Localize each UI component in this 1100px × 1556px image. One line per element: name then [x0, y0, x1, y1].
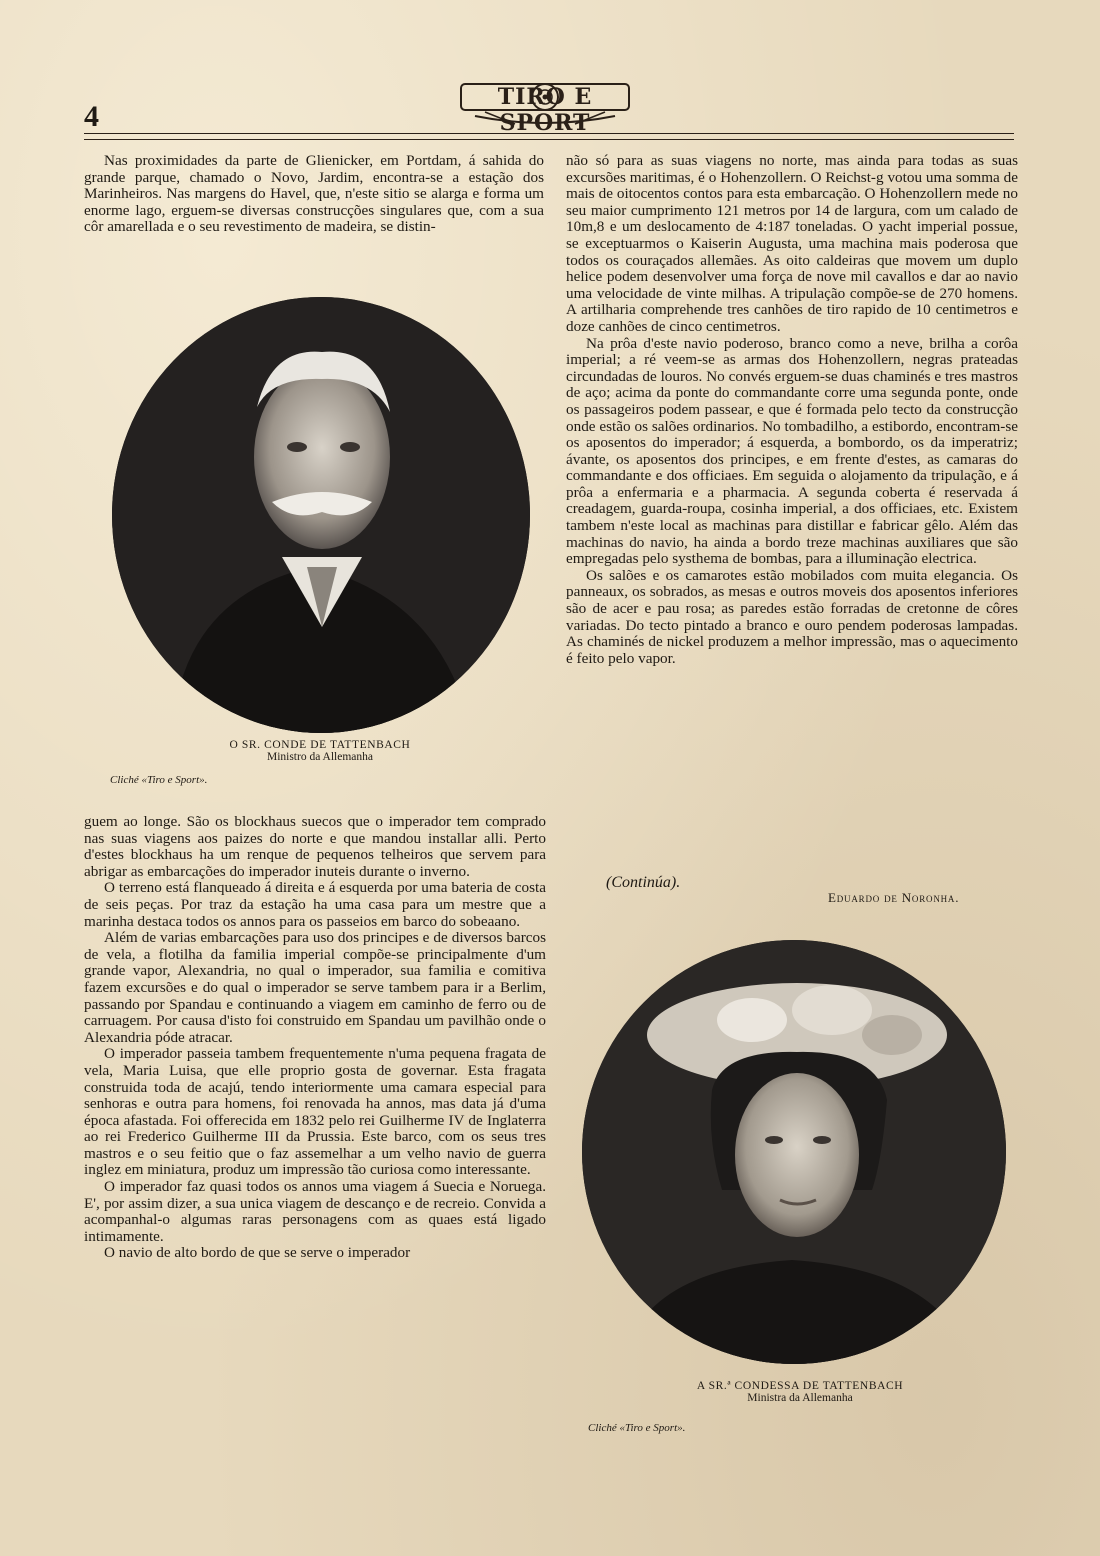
portrait-man-icon	[112, 297, 530, 733]
masthead-title: TIRO E SPORT	[497, 84, 593, 136]
paragraph: Nas proximidades da parte de Glienicker, em Portdam, á sahida do grande parque, chamado o Novo, Jardim, encontra-se a estação dos Marinheiros. Nas margens do Havel, que, n'este sitio se alarga e forma um enorme lago, erguem-se diversas construcções singulares que, com a sua côr amarellada e o seu revestimento de madeira, se distin-	[84, 152, 544, 236]
photo-credit: Cliché «Tiro e Sport».	[110, 774, 208, 786]
author-signature: Eduardo de Noronha.	[828, 890, 960, 905]
caption-name: O SR. CONDE DE TATTENBACH	[229, 739, 411, 751]
caption-role: Ministra da Allemanha	[747, 1392, 853, 1404]
caption-name: A SR.ª CONDESSA DE TATTENBACH	[696, 1380, 904, 1392]
portrait-condessa	[582, 940, 1006, 1364]
portrait-conde	[112, 297, 530, 733]
paragraph: O imperador faz quasi todos os annos uma viagem á Suecia e Noruega. E', por assim dizer, a sua unica viagem de descanço e de recreio. Convida a acompanhal-o algumas raras personagens com as quaes está ligado intimamente.	[84, 1178, 546, 1245]
left-column-top	[84, 153, 544, 236]
paragraph: Além de varias embarcações para uso dos principes e de diversos barcos de vela, a flotilha da familia imperial compõe-se principalmente d'um grande vapor, Alexandria, no qual o imperador, sua familia e comitiva fazem excursões e do qual o imperador se serve tambem para ir a Berlim, passando por Spandau e continuando a viagem em caminho de ferro ou de carruagem. Por causa d'isto foi construido em Spandau um pavilhão onde o Alexandria póde atracar.	[84, 929, 546, 1046]
paragraph: O terreno está flanqueado á direita e á esquerda por uma bateria de costa de seis peças. Por traz da estação ha uma casa para um mestre que a marinha destaca todos os annos para os passeios em barco do sobeaano.	[84, 879, 546, 930]
paragraph: guem ao longe. São os blockhaus suecos que o imperador tem comprado nas suas viagens aos paizes do norte e que mandou installar alli. Perto d'estes blockhaus ha um renque de pequenos telheiros que servem para abrigar as embarcações do imperador inuteis durante o inverno.	[84, 813, 546, 880]
page-number: 4	[84, 100, 99, 133]
paragraph: não só para as suas viagens no norte, mas ainda para todas as suas excursões maritimas, é o Hohenzollern. O Reichst-g votou uma somma de mais de oitocentos contos para esta embarcação. O Hohenzollern mede no seu maior cumprimento 121 metros por 14 de largura, com um calado de 10m,8 e um deslocamento de 4:187 toneladas. O yacht imperial possue, se exceptuarmos o Kaiserin Augusta, uma machina mais poderosa que todos os couraçados allemães. As oito caldeiras que movem um duplo helice podem desenvolver uma força de nove mil cavallos e dar ao navio uma velocidade de vinte milhas. A tripulação compõe-se de 270 homens. A artilharia comprehende tres canhões de tiro rapido de 10 centimetros e doze canhões de cinco centimetros.	[566, 152, 1018, 335]
paragraph: Os salões e os camarotes estão mobilados com muita elegancia. Os panneaux, os sobrados, as mesas e outros moveis dos aposentos inferiores são de acer e pau rosa; as paredes estão forradas de cretonne de côres variadas. Do tecto pintado a branco e ouro pendem poderosas lampadas. As chaminés de nickel produzem a melhor impressão, mas o aquecimento é feito pelo vapor.	[566, 566, 1018, 667]
portrait-caption	[200, 739, 440, 763]
paragraph: O navio de alto bordo de que se serve o imperador	[104, 1244, 411, 1262]
header-rule	[84, 133, 1014, 140]
paragraph: O imperador passeia tambem frequentemente n'uma pequena fragata de vela, Maria Luisa, que elle proprio gosta de governar. Esta fragata construida toda de acajú, tendo interiormente uma camara especial para senhoras e outra para homens, foi renovada ha annos, mas data já d'uma época afastada. Foi offerecida em 1832 pelo rei Guilherme IV de Inglaterra ao rei Frederico Guilherme III da Prussia. Este barco, com os seus tres mastros e o seu feitio que o faz assemelhar a um velho navio de guerra inglez em miniatura, produz um impressão tão curiosa como interessante.	[84, 1045, 546, 1179]
continued-note: (Continúa).	[606, 874, 681, 891]
paragraph: Na prôa d'este navio poderoso, branco como a neve, brilha a corôa imperial; a ré veem-se as armas dos Hohenzollern, negras prateadas circundadas de louros. No convés erguem-se duas chaminés e tres mastros de aço; acima da ponte do commandante corre uma segunda ponte, onde os passageiros podem passear, e que é formada pelo tecto da construcção onde estão os salões ordinarios. No tombadilho, a estibordo, encontram-se os aposentos do imperador; á esquerda, a bombordo, os da imperatriz; ávante, os aposentos dos principes, e em frente d'estes, as camaras do commandante e dos officiaes. Em seguida o alojamento da tripulação, e á prôa a enfermaria e a pharmacia. A segunda coberta é reservada á creadagem, guarda-roupa, cosinha imperial, a dos officiaes, etc. Existem tambem n'este local as machinas para distillar e fabricar gêlo. Além das machinas do navio, ha ainda a bordo treze machinas auxiliares que são empregadas pelo systhema de bombas, para a illuminação electrica.	[566, 334, 1018, 568]
photo-credit: Cliché «Tiro e Sport».	[588, 1422, 686, 1434]
masthead-logo	[455, 72, 635, 136]
right-column	[566, 153, 1018, 667]
portrait-caption	[660, 1380, 940, 1404]
left-column-bottom	[84, 814, 546, 1262]
caption-role: Ministro da Allemanha	[266, 751, 374, 763]
portrait-woman-icon	[582, 940, 1006, 1364]
